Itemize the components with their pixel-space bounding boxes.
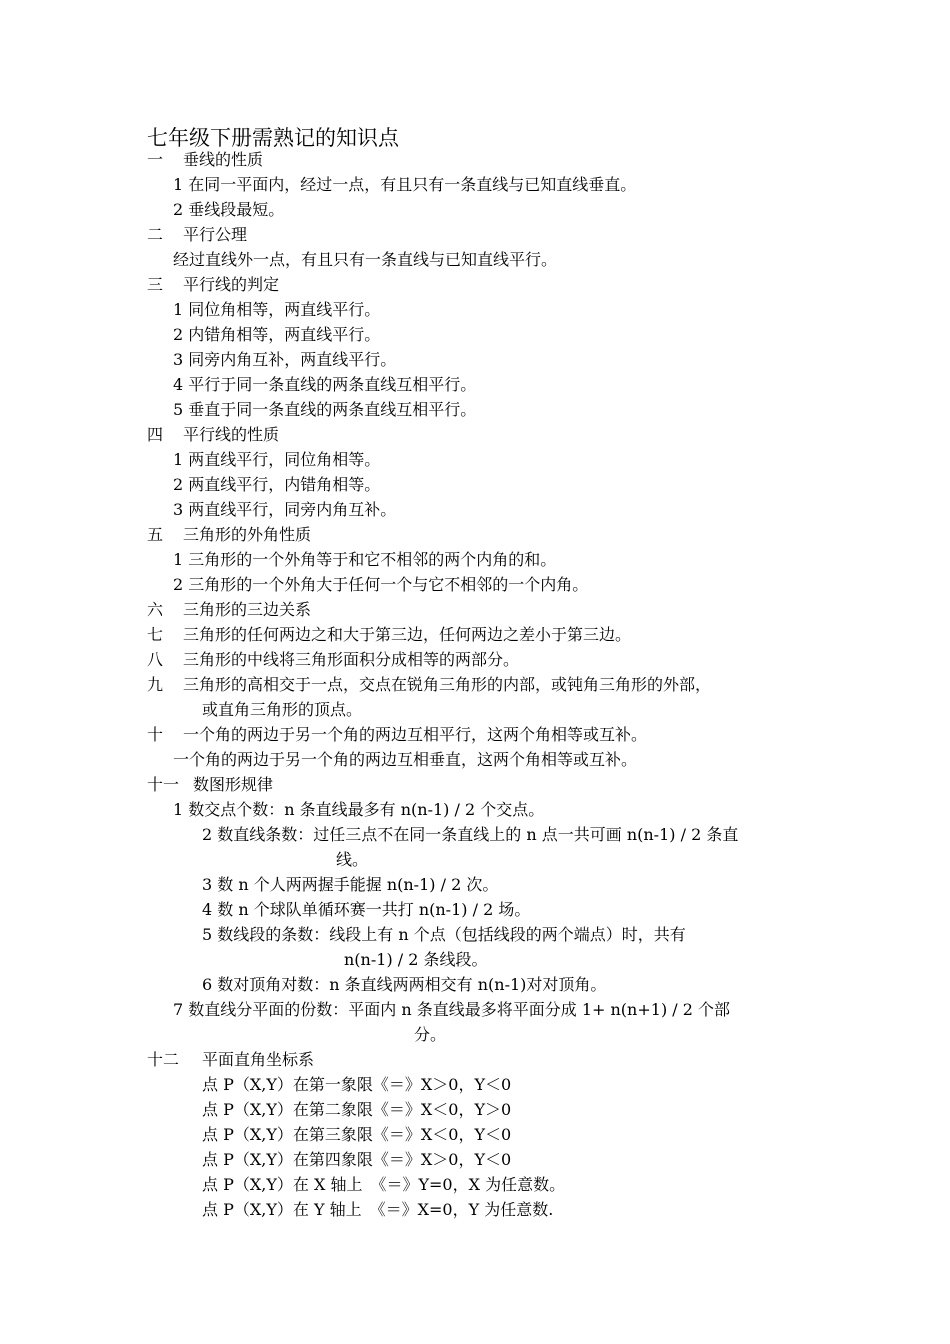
- section-title: 平行公理: [183, 225, 248, 244]
- section-number: 十二: [147, 1050, 180, 1069]
- section-title: 三角形的高相交于一点，交点在锐角三角形的内部，或钝角三角形的外部，: [183, 675, 712, 694]
- list-item: 点 P（X,Y）在第一象限《＝》X＞0，Y＜0: [202, 1075, 512, 1094]
- section-heading-2: [147, 224, 247, 246]
- continuation-line: 一个角的两边于另一个角的两边互相垂直，这两个角相等或互补。: [173, 750, 638, 769]
- list-item: 点 P（X,Y）在第四象限《＝》X＞0，Y＜0: [202, 1150, 512, 1169]
- list-item: 4 数 n 个球队单循环赛一共打 n(n-1) / 2 场。: [202, 900, 531, 919]
- list-item: 点 P（X,Y）在第三象限《＝》X＜0，Y＜0: [202, 1125, 512, 1144]
- section-title: 垂线的性质: [183, 150, 264, 169]
- list-item: 5 垂直于同一条直线的两条直线互相平行。: [173, 400, 477, 419]
- list-item: 1 三角形的一个外角等于和它不相邻的两个内角的和。: [173, 550, 557, 569]
- list-item: 3 数 n 个人两两握手能握 n(n-1) / 2 次。: [202, 875, 499, 894]
- section-number: 二: [147, 225, 164, 244]
- list-item: 1 同位角相等，两直线平行。: [173, 300, 381, 319]
- section-number: 四: [147, 425, 164, 444]
- list-item: 2 垂线段最短。: [173, 200, 285, 219]
- section-title: 三角形的任何两边之和大于第三边，任何两边之差小于第三边。: [183, 625, 632, 644]
- list-item: 6 数对顶角对数：n 条直线两两相交有 n(n-1)对对顶角。: [202, 975, 607, 994]
- list-item: 7 数直线分平面的份数：平面内 n 条直线最多将平面分成 1+ n(n+1) / 2 个部: [173, 1000, 731, 1019]
- list-item: 3 两直线平行，同旁内角互补。: [173, 500, 397, 519]
- list-item: 点 P（X,Y）在 Y 轴上 《＝》X=0，Y 为任意数.: [202, 1200, 554, 1219]
- section-number: 一: [147, 150, 164, 169]
- section-number: 八: [147, 650, 164, 669]
- list-item: 2 两直线平行，内错角相等。: [173, 475, 381, 494]
- list-item: 点 P（X,Y）在 X 轴上 《＝》Y=0，X 为任意数。: [202, 1175, 566, 1194]
- section-title: 平行线的性质: [183, 425, 280, 444]
- list-item: 经过直线外一点，有且只有一条直线与已知直线平行。: [173, 250, 558, 269]
- section-title: 平面直角坐标系: [202, 1050, 315, 1069]
- section-heading-10: [147, 724, 647, 746]
- section-title: 数图形规律: [193, 775, 274, 794]
- list-item: 3 同旁内角互补，两直线平行。: [173, 350, 397, 369]
- section-heading-6: [147, 599, 311, 621]
- section-heading-1: [147, 149, 263, 171]
- section-heading-3: [147, 274, 279, 296]
- section-title: 平行线的判定: [183, 275, 280, 294]
- section-heading-11: [147, 774, 273, 796]
- continuation-line: n(n-1) / 2 条线段。: [344, 950, 488, 969]
- section-title: 三角形的外角性质: [183, 525, 312, 544]
- page-title: 七年级下册需熟记的知识点: [147, 126, 399, 150]
- section-heading-12: [147, 1049, 314, 1071]
- section-heading-4: [147, 424, 279, 446]
- section-number: 九: [147, 675, 164, 694]
- list-item: 点 P（X,Y）在第二象限《＝》X＜0，Y＞0: [202, 1100, 512, 1119]
- section-number: 六: [147, 600, 164, 619]
- list-item: 2 数直线条数：过任三点不在同一条直线上的 n 点一共可画 n(n-1) / 2 条直: [202, 825, 739, 844]
- continuation-line: 分。: [414, 1025, 447, 1044]
- section-heading-9: [147, 674, 711, 696]
- list-item: 1 两直线平行，同位角相等。: [173, 450, 381, 469]
- section-heading-5: [147, 524, 311, 546]
- continuation-line: 或直角三角形的顶点。: [202, 700, 363, 719]
- section-title: 三角形的三边关系: [183, 600, 312, 619]
- list-item: 2 内错角相等，两直线平行。: [173, 325, 381, 344]
- section-number: 七: [147, 625, 164, 644]
- section-number: 十一: [147, 775, 180, 794]
- section-heading-7: [147, 624, 631, 646]
- list-item: 5 数线段的条数：线段上有 n 个点（包括线段的两个端点）时，共有: [202, 925, 686, 944]
- list-item: 2 三角形的一个外角大于任何一个与它不相邻的一个内角。: [173, 575, 589, 594]
- list-item: 4 平行于同一条直线的两条直线互相平行。: [173, 375, 477, 394]
- section-number: 十: [147, 725, 164, 744]
- continuation-line: 线。: [336, 850, 369, 869]
- section-title: 一个角的两边于另一个角的两边互相平行，这两个角相等或互补。: [183, 725, 648, 744]
- list-item: 1 数交点个数：n 条直线最多有 n(n-1) / 2 个交点。: [173, 800, 545, 819]
- section-heading-8: [147, 649, 519, 671]
- section-title: 三角形的中线将三角形面积分成相等的两部分。: [183, 650, 520, 669]
- section-number: 五: [147, 525, 164, 544]
- section-number: 三: [147, 275, 164, 294]
- list-item: 1 在同一平面内，经过一点，有且只有一条直线与已知直线垂直。: [173, 175, 637, 194]
